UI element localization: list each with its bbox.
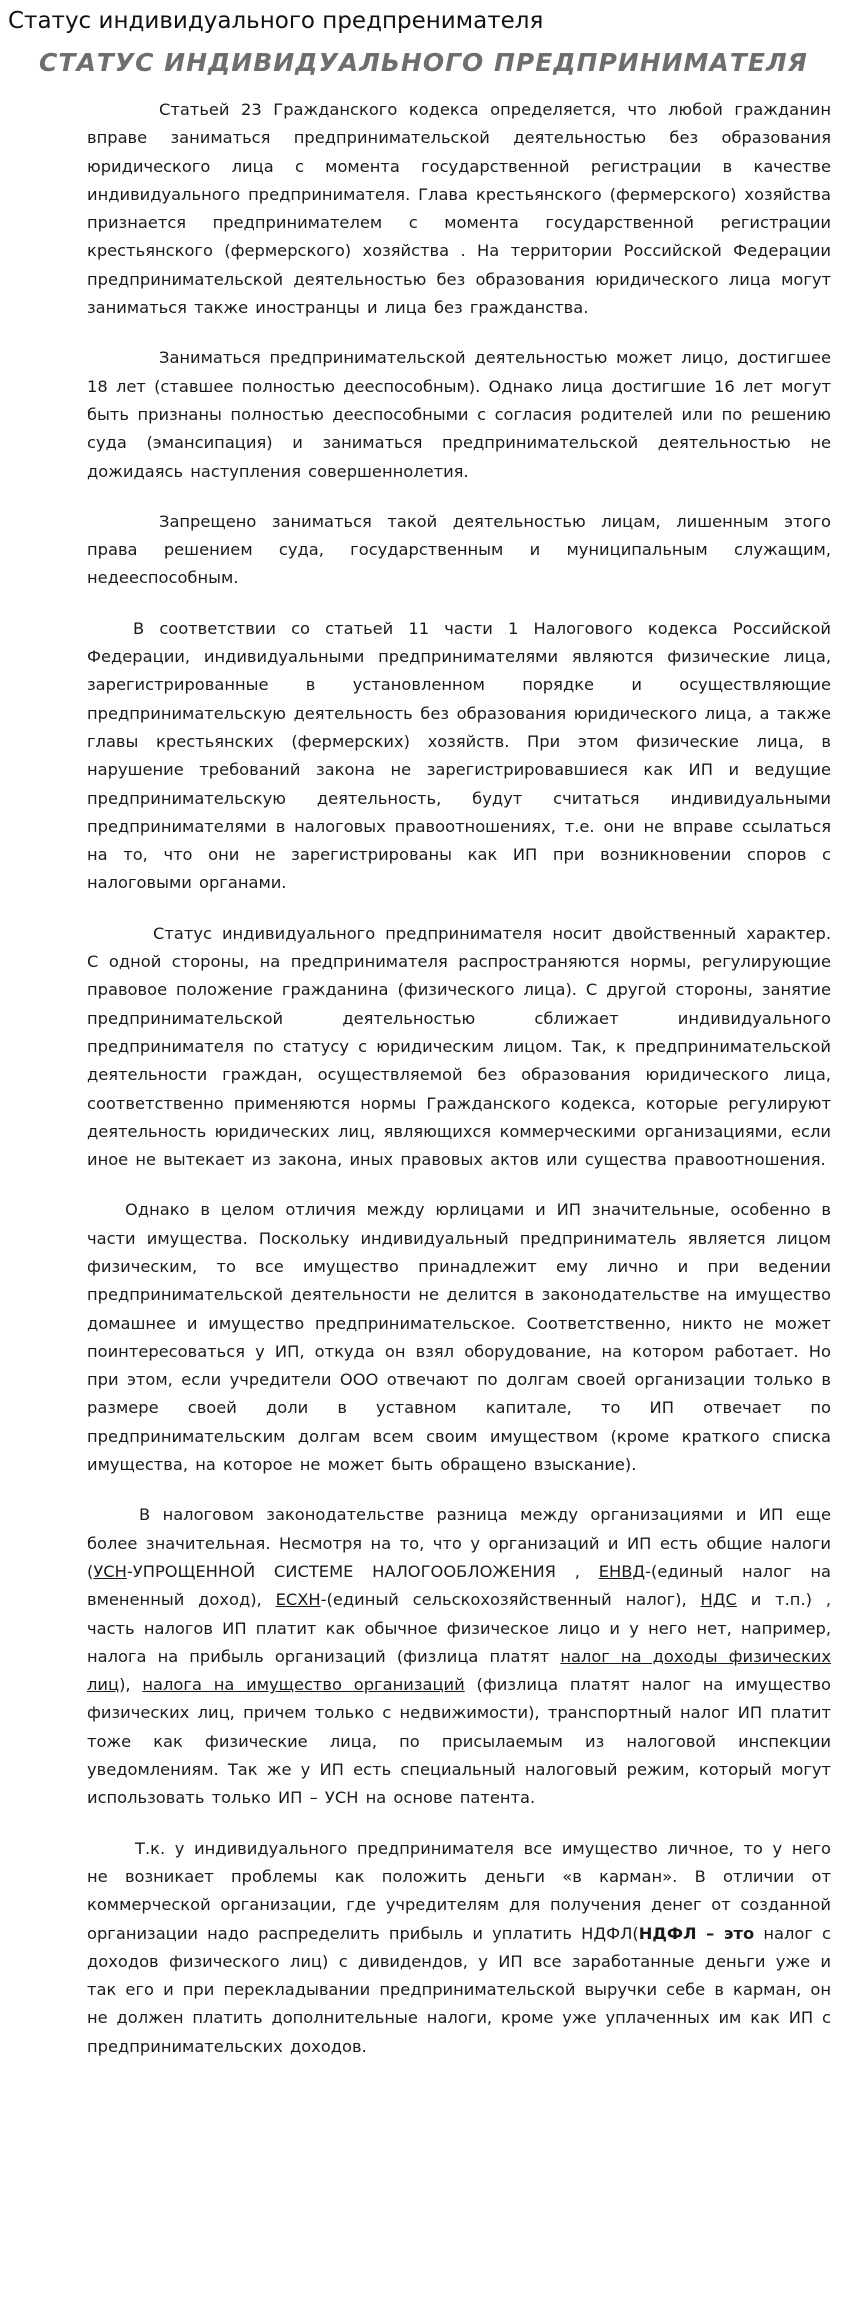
article-body — [87, 96, 831, 2083]
page-title: Статус индивидуального предпренимателя — [8, 8, 544, 34]
paragraph-5: Статус индивидуального предпринимателя носит двойственный характер. С одной стороны, на предпринимателя распространяются нормы, регулирующие правовое положение гражданина (физического лица). С другой стороны, занятие предпринимательской деятельностью сближает индивидуального предпринимателя по статусу с юридическим лицом. Так, к предпринимательской деятельности граждан, осуществляемой без образования юридического лица, соответственно применяются нормы Гражданского кодекса, которые регулируют деятельность юридических лиц, являющихся коммерческими организациями, если иное не вытекает из закона, иных правовых актов или существа правоотношения. — [87, 923, 831, 1170]
paragraph-4: В соответствии со статьей 11 части 1 Налогового кодекса Российской Федерации, индивидуальными предпринимателями являются физические лица, зарегистрированные в установленном порядке и осуществляющие предпринимательскую деятельность без образования юридического лица, а также главы крестьянских (фермерских) хозяйств. При этом физические лица, в нарушение требований закона не зарегистрировавшиеся как ИП и ведущие предпринимательскую деятельность, будут считаться индивидуальными предпринимателями в налоговых правоотношениях, т.е. они не вправе ссылаться на то, что они не зарегистрированы как ИП при возникновении споров с налоговыми органами. — [87, 618, 831, 893]
paragraph-7-text: -УПРОЩЕННОЙ СИСТЕМЕ НАЛОГООБЛОЖЕНИЯ , — [126, 1561, 599, 1581]
paragraph-8-text: налог с доходов физического лиц) с дивидендов, у ИП все заработанные деньги уже и так его и при перекладывании предпринимательской выручки себе в карман, он не должен платить дополнительные налоги, кроме уже уплаченных им как ИП с предпринимательских доходов. — [87, 1923, 831, 2056]
paragraph-1: Статьей 23 Гражданского кодекса определяется, что любой гражданин вправе заниматься предпринимательской деятельностью без образования юридического лица с момента государственной регистрации в качестве индивидуального предпринимателя. Глава крестьянского (фермерского) хозяйства признается предпринимателем с момента государственной регистрации крестьянского (фермерского) хозяйства . На территории Российской Федерации предпринимательской деятельностью без образования юридического лица могут заниматься также иностранцы и лица без гражданства. — [87, 100, 831, 318]
ndfl-link[interactable]: налог на доходы физических лиц — [87, 1646, 831, 1695]
envd-link[interactable]: ЕНВД — [598, 1561, 646, 1581]
nds-link[interactable]: НДС — [700, 1590, 737, 1610]
eskhn-link[interactable]: ЕСХН — [275, 1590, 321, 1610]
paragraph-6: Однако в целом отличия между юрлицами и ИП значительные, особенно в части имущества. Поскольку индивидуальный предприниматель является лицом физическим, то все имущество принадлежит ему лично и при ведении предпринимательской деятельности не делится в законодательстве на имущество домашнее и имущество предпринимательское. Соответственно, никто не может поинтересоваться у ИП, откуда он взял оборудование, на котором работает. Но при этом, если учредители ООО отвечают по долгам своей организации только в размере своей доли в уставном капитале, то ИП отвечает по предпринимательским долгам всем своим имуществом (кроме краткого списка имущества, на которое не может быть обращено взыскание). — [87, 1200, 831, 1475]
paragraph-7-text: ), — [119, 1675, 143, 1695]
paragraph-8-text: Т.к. у индивидуального предпринимателя все имущество личное, то у него не возникает проблемы как положить деньги «в карман». В отличии от коммерческой организации, где учредителям для получения денег от созданной организации надо распределить прибыль и уплатить НДФЛ( — [87, 1838, 831, 1943]
paragraph-7-text: -(единый сельскохозяйственный налог), — [320, 1590, 701, 1610]
property-tax-link[interactable]: налога на имущество организаций — [142, 1675, 465, 1695]
article-heading: СТАТУС ИНДИВИДУАЛЬНОГО ПРЕДПРИНИМАТЕЛЯ — [39, 48, 808, 77]
paragraph-7-text: (физлица платят налог на имущество физических лиц, причем только с недвижимости), транспортный налог ИП платит тоже как физические лица, по присылаемым из налоговой инспекции уведомлениям. Так же у ИП есть специальный налоговый режим, который могут использовать только ИП – УСН на основе патента. — [87, 1675, 832, 1808]
usn-link[interactable]: УСН — [93, 1561, 127, 1581]
paragraph-7-text: В налоговом законодательстве разница между организациями и ИП еще более значительная. Несмотря на то, что у организаций и ИП есть общие налоги ( — [87, 1505, 831, 1581]
paragraph-7-text: и т.п.) , часть налогов ИП платит как обычное физическое лицо и у него нет, например, налога на прибыль организаций (физлица платят — [87, 1590, 831, 1666]
ndfl-definition-bold: НДФЛ – это — [638, 1923, 755, 1943]
paragraph-8 — [87, 1835, 831, 2061]
paragraph-7 — [87, 1501, 831, 1812]
paragraph-7-text: -(единый налог на вмененный доход), — [87, 1561, 832, 1610]
paragraph-2: Заниматься предпринимательской деятельностью может лицо, достигшее 18 лет (ставшее полностью дееспособным). Однако лица достигшие 16 лет могут быть признаны полностью дееспособными с согласия родителей или по решению суда (эмансипация) и заниматься предпринимательской деятельностью не дожидаясь наступления совершеннолетия. — [87, 348, 831, 481]
paragraph-3: Запрещено заниматься такой деятельностью лицам, лишенным этого права решением суда, государственным и муниципальным служащим, недееспособным. — [87, 511, 831, 588]
